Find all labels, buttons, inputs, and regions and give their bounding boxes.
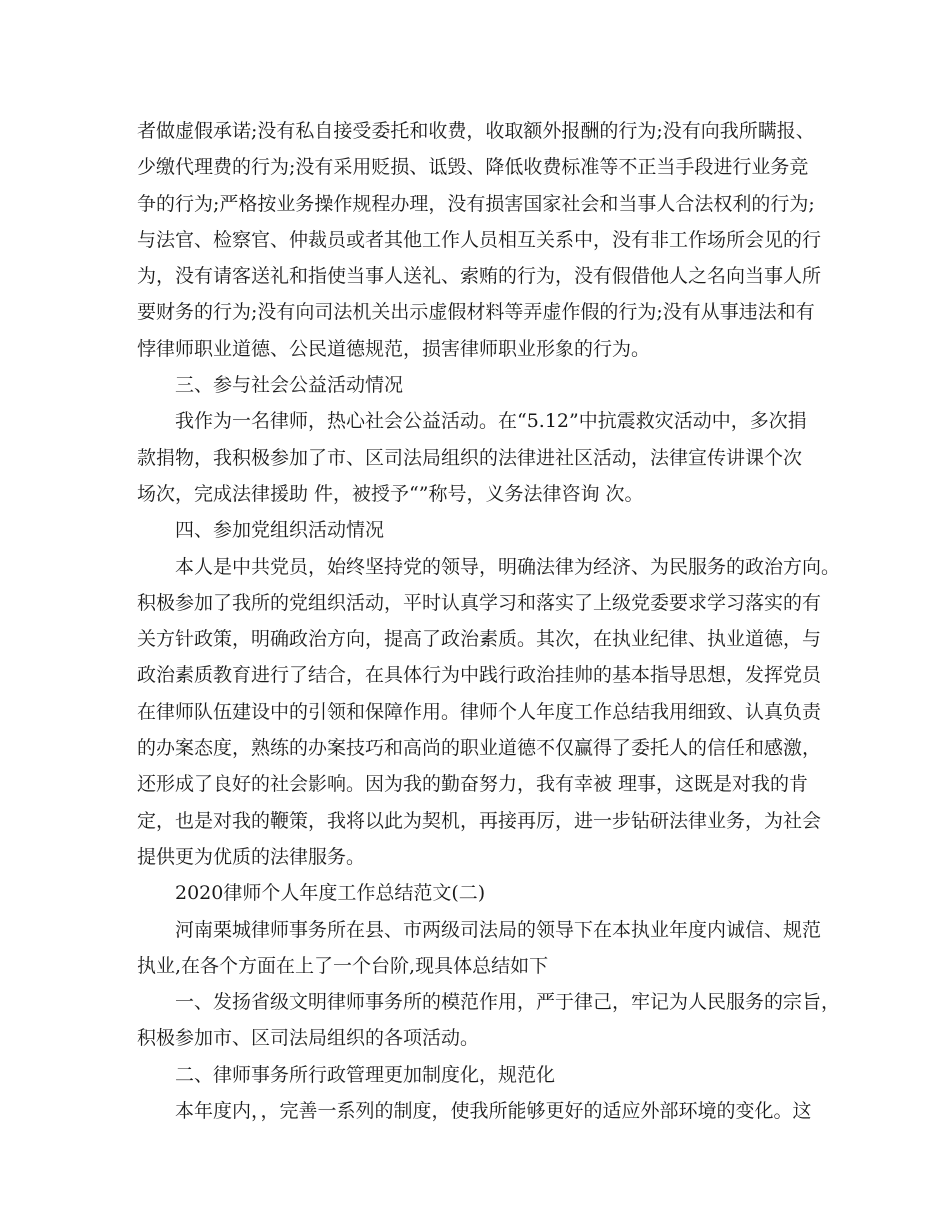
text-line: 本人是中共党员，始终坚持党的领导，明确法律为经济、为民服务的政治方向。 <box>175 555 841 578</box>
text-line: 我作为一名律师，热心社会公益活动。在“5.12”中抗震救灾活动中，多次捐 <box>175 410 807 433</box>
text-line: 四、参加党组织活动情况 <box>175 519 385 542</box>
text-line: 场次，完成法律援助 件，被授予“”称号，义务法律咨询 次。 <box>137 482 644 505</box>
text-line: 政治素质教育进行了结合，在具体行为中践行政治挂帅的基本指导思想，发挥党员 <box>137 664 822 687</box>
text-line: 悖律师职业道德、公民道德规范，损害律师职业形象的行为。 <box>137 337 651 360</box>
text-line: 还形成了良好的社会影响。因为我的勤奋努力，我有幸被 理事，这既是对我的肯 <box>137 773 809 796</box>
text-line: 积极参加市、区司法局组织的各项活动。 <box>137 1027 480 1050</box>
text-line: 要财务的行为;没有向司法机关出示虚假材料等弄虚作假的行为;没有从事违法和有 <box>137 301 815 324</box>
text-line: 为，没有请客送礼和指使当事人送礼、索贿的行为，没有假借他人之名向当事人所 <box>137 265 822 288</box>
text-line: 定，也是对我的鞭策，我将以此为契机，再接再厉，进一步钻研法律业务，为社会 <box>137 809 822 832</box>
text-line: 提供更为优质的法律服务。 <box>137 845 366 868</box>
text-line: 积极参加了我所的党组织活动，平时认真学习和落实了上级党委要求学习落实的有 <box>137 591 822 614</box>
text-line: 少缴代理费的行为;没有采用贬损、诋毁、降低收费标准等不正当手段进行业务竞 <box>137 156 809 179</box>
text-line: 本年度内，，完善一系列的制度，使我所能够更好的适应外部环境的变化。这 <box>175 1100 812 1123</box>
text-line: 在律师队伍建设中的引领和保障作用。律师个人年度工作总结我用细致、认真负责 <box>137 700 822 723</box>
text-line: 的办案态度，熟练的办案技巧和高尚的职业道德不仅赢得了委托人的信任和感激， <box>137 737 822 760</box>
text-line: 三、参与社会公益活动情况 <box>175 374 404 397</box>
text-line: 执业,在各个方面在上了一个台阶,现具体总结如下 <box>137 954 549 977</box>
text-line: 2020律师个人年度工作总结范文(二) <box>175 882 486 905</box>
text-line: 关方针政策，明确政治方向，提高了政治素质。其次，在执业纪律、执业道德，与 <box>137 628 822 651</box>
document-body <box>137 113 841 1129</box>
text-line: 争的行为;严格按业务操作规程办理，没有损害国家社会和当事人合法权利的行为; <box>137 192 815 215</box>
text-line: 款捐物，我积极参加了市、区司法局组织的法律进社区活动，法律宣传讲课个次 <box>137 446 803 469</box>
text-line: 者做虚假承诺;没有私自接受委托和收费，收取额外报酬的行为;没有向我所瞒报、 <box>137 120 815 142</box>
text-line: 一、发扬省级文明律师事务所的模范作用，严于律己，牢记为人民服务的宗旨， <box>175 991 841 1014</box>
text-line: 与法官、检察官、仲裁员或者其他工作人员相互关系中，没有非工作场所会见的行 <box>137 228 822 251</box>
text-line: 二、律师事务所行政管理更加制度化，规范化 <box>175 1063 556 1086</box>
text-line: 河南栗城律师事务所在县、市两级司法局的领导下在本执业年度内诚信、规范 <box>175 918 822 941</box>
